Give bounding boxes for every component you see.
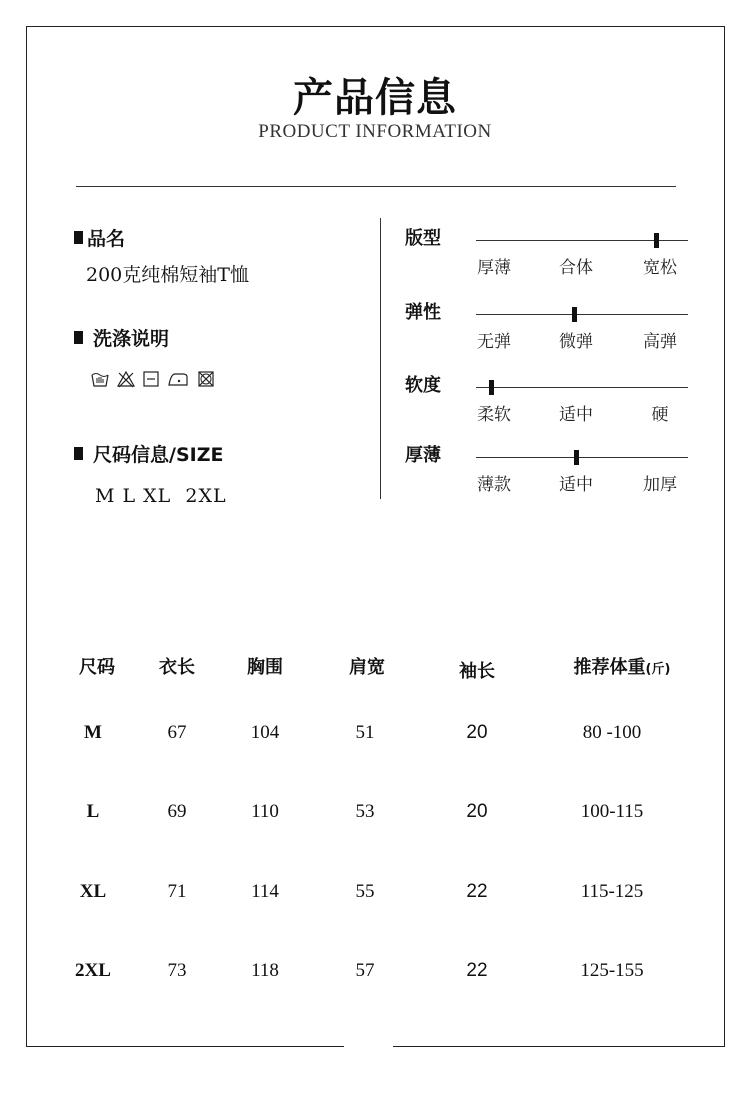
cell-size: L bbox=[86, 801, 100, 822]
attribute-option: 加厚 bbox=[643, 475, 677, 495]
cell-sleeve: 20 bbox=[466, 722, 488, 743]
bullet-square-icon bbox=[74, 231, 83, 244]
cell-length: 67 bbox=[167, 722, 187, 743]
frame-right-border bbox=[724, 26, 725, 1047]
attribute-scale-marker bbox=[574, 450, 579, 465]
cell-chest: 114 bbox=[251, 881, 279, 902]
cell-shoulder: 51 bbox=[355, 722, 375, 743]
care-symbols bbox=[90, 369, 216, 389]
attribute-scale-marker bbox=[654, 233, 659, 248]
attribute-scale-line bbox=[476, 314, 688, 315]
attribute-option: 适中 bbox=[559, 475, 593, 495]
cell-weight: 115-125 bbox=[580, 881, 644, 902]
bullet-square-icon bbox=[74, 447, 83, 460]
washing-heading bbox=[74, 324, 169, 351]
size-info-heading bbox=[74, 440, 223, 467]
attribute-option: 柔软 bbox=[477, 405, 511, 425]
attribute-option: 适中 bbox=[559, 405, 593, 425]
weight-unit: (斤) bbox=[645, 662, 671, 677]
cell-chest: 118 bbox=[251, 960, 279, 981]
page-title: 产品信息 bbox=[293, 75, 457, 121]
attribute-option: 无弹 bbox=[477, 332, 511, 352]
section-divider bbox=[380, 218, 381, 499]
table-header-chest: 胸围 bbox=[247, 657, 283, 678]
cell-sleeve: 20 bbox=[466, 801, 488, 822]
attribute-label: 弹性 bbox=[405, 302, 441, 323]
cell-chest: 110 bbox=[251, 801, 279, 822]
cell-length: 69 bbox=[167, 801, 187, 822]
tumble-dry-icon bbox=[142, 369, 160, 389]
no-bleach-icon bbox=[116, 369, 136, 389]
no-dry-clean-icon bbox=[196, 369, 216, 389]
attribute-option: 薄款 bbox=[477, 475, 511, 495]
hand-wash-icon bbox=[90, 369, 110, 389]
cell-weight: 125-155 bbox=[580, 960, 644, 981]
attribute-scale-line bbox=[476, 387, 688, 388]
cell-length: 71 bbox=[167, 881, 187, 902]
attribute-option: 合体 bbox=[559, 258, 593, 278]
cell-sleeve: 22 bbox=[466, 960, 488, 981]
frame-left-border bbox=[26, 26, 27, 1047]
attribute-option: 高弹 bbox=[643, 332, 677, 352]
table-header-length: 衣长 bbox=[159, 657, 195, 678]
frame-top-border bbox=[26, 26, 725, 27]
table-header-weight bbox=[552, 653, 692, 679]
attribute-option: 微弹 bbox=[559, 332, 593, 352]
cell-shoulder: 53 bbox=[355, 801, 375, 822]
size-info-label: 尺码信息/SIZE bbox=[93, 444, 224, 466]
bullet-square-icon bbox=[74, 331, 83, 344]
cell-size: 2XL bbox=[75, 960, 111, 981]
attribute-scale-line bbox=[476, 457, 688, 458]
iron-low-icon bbox=[166, 369, 190, 389]
table-header-shoulder: 肩宽 bbox=[349, 657, 385, 678]
product-name-label: 品名 bbox=[87, 228, 126, 250]
cell-sleeve: 22 bbox=[466, 881, 488, 902]
product-name-value: 200克纯棉短袖T恤 bbox=[86, 264, 249, 286]
cell-shoulder: 57 bbox=[355, 960, 375, 981]
page-subtitle: PRODUCT INFORMATION bbox=[258, 121, 492, 142]
attribute-option: 硬 bbox=[651, 405, 669, 425]
table-header-sleeve: 袖长 bbox=[459, 661, 495, 682]
attribute-scale-marker bbox=[572, 307, 577, 322]
weight-header-label: 推荐体重 bbox=[573, 657, 646, 678]
cell-chest: 104 bbox=[250, 722, 280, 743]
table-header-size: 尺码 bbox=[79, 657, 115, 678]
attribute-label: 版型 bbox=[405, 228, 441, 249]
size-list: M L XL 2XL bbox=[95, 485, 227, 507]
attribute-option: 厚薄 bbox=[477, 258, 511, 278]
cell-shoulder: 55 bbox=[355, 881, 375, 902]
cell-weight: 100-115 bbox=[580, 801, 644, 822]
attribute-label: 软度 bbox=[405, 375, 441, 396]
attribute-scale-marker bbox=[489, 380, 494, 395]
cell-weight: 80 -100 bbox=[582, 722, 642, 743]
title-divider bbox=[76, 186, 676, 187]
frame-bottom-border-right bbox=[393, 1046, 725, 1047]
attribute-label: 厚薄 bbox=[405, 445, 441, 466]
cell-size: M bbox=[84, 722, 102, 743]
product-name-heading bbox=[74, 224, 125, 251]
cell-length: 73 bbox=[167, 960, 187, 981]
washing-label: 洗涤说明 bbox=[93, 328, 170, 350]
attribute-option: 宽松 bbox=[643, 258, 677, 278]
frame-bottom-border-left bbox=[26, 1046, 344, 1047]
cell-size: XL bbox=[79, 881, 107, 902]
